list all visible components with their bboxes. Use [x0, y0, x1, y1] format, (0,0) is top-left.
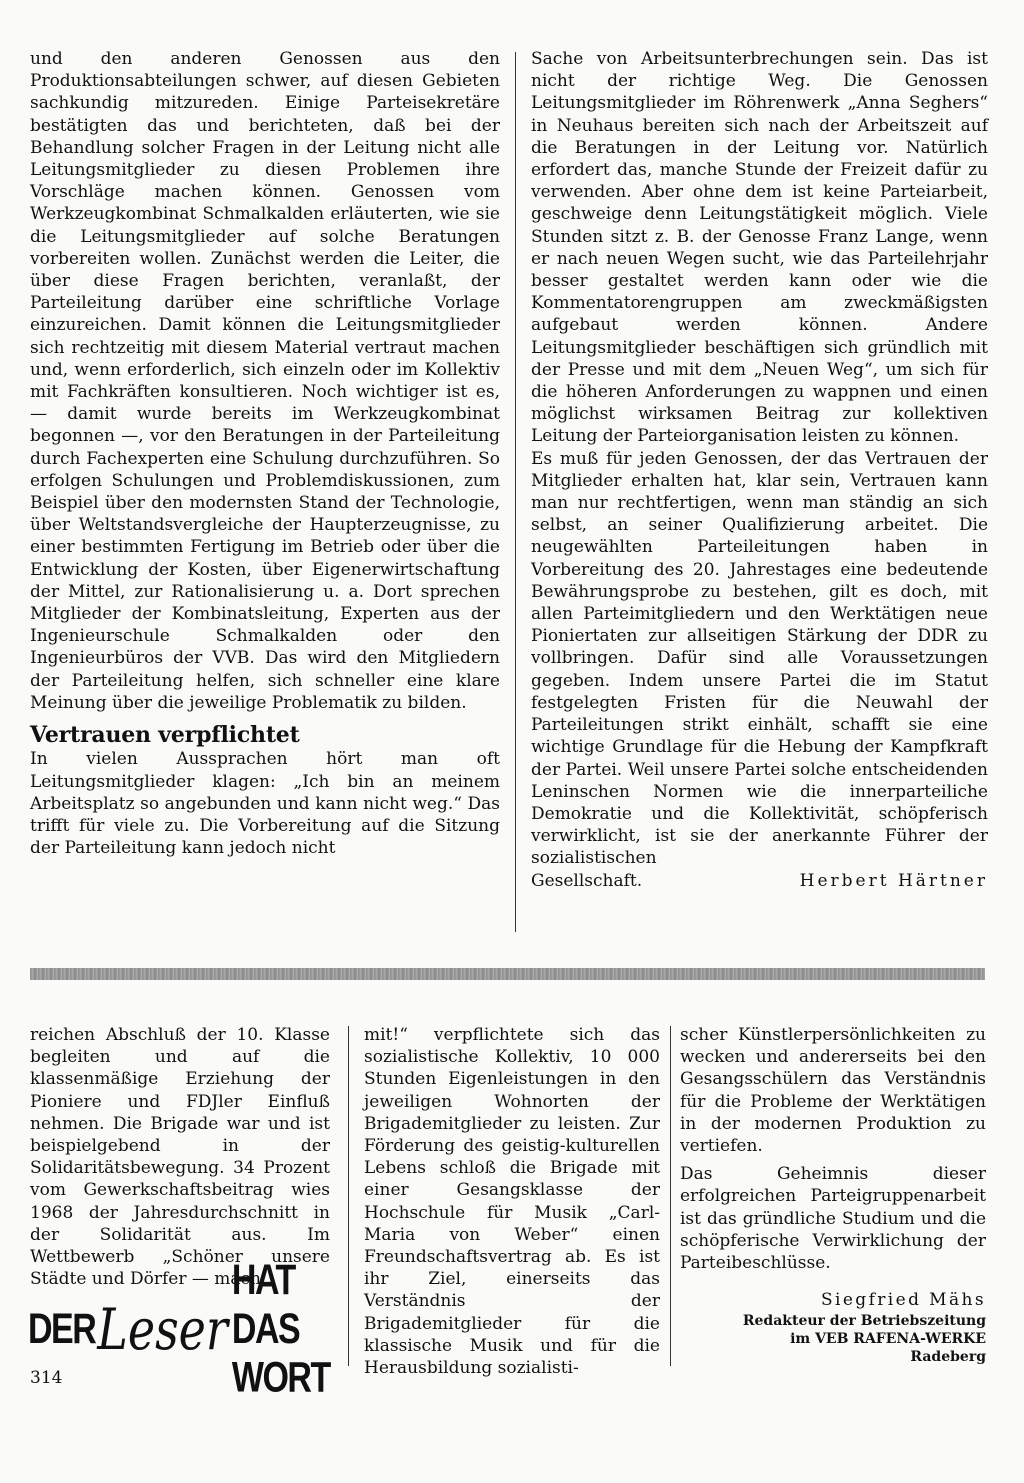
- author-company: im VEB RAFENA-WERKE: [790, 1331, 986, 1348]
- decorative-band: [30, 968, 985, 980]
- closing-word: Gesellschaft.: [531, 870, 643, 891]
- article-paragraph: In vielen Aussprachen hört man oft Leitungsmitglieder klagen: „Ich bin an meinem Arbeitsplatz so angebunden und kann nicht weg.“ Das trifft für viele zu. Die Vorbereitung auf die Sitzung der Parteileitung kann jedoch nicht: [30, 749, 500, 859]
- column-divider: [670, 1026, 671, 1366]
- article-paragraph: und den anderen Genossen aus den Produktionsabteilungen schwer, auf diesen Gebieten sachkundig mitzureden. Einige Parteisekretäre bestätigten das und berichteten, daß bei der Behandlung solcher Fragen in der Leitung nicht alle Leitungsmitglieder zu diesen Problemen ihre Vorschläge machen können. Genossen vom Werkzeugkombinat Schmalkalden erläuterten, wie sie die Leitungsmitglieder auf solche Beratungen vorbereiten wollen. Zunächst werden die Leiter, die über diese Fragen berichten, veranlaßt, der Parteileitung darüber eine schriftliche Vorlage einzureichen. Damit können die Leitungsmitglieder sich rechtzeitig mit diesem Material vertraut machen und, wenn erforderlich, sich einzeln oder im Kollektiv mit Fachkräften konsultieren. Noch wichtiger ist es, — damit wurde bereits im Werkzeugkombinat begonnen —, vor den Beratungen in der Parteileitung durch Fachexperten eine Schulung durchzuführen. So erfolgen Schulungen und Problemdiskussionen, zum Beispiel über den modernsten Stand der Technologie, über Weltstandsvergleiche der Haupterzeugnisse, zu einer bestimmten Fertigung im Betrieb oder über die Entwicklung der Kosten, über Eigenerwirtschaftung der Mittel, zur Rationalisierung u. a. Dort sprechen Mitglieder der Kombinatsleitung, Experten aus der Ingenieurschule Schmalkalden oder den Ingenieurbüros der VVB. Das wird den Mitgliedern der Parteileitung helfen, sich schneller eine klare Meinung über die jeweilige Problematik zu bilden.: [30, 49, 500, 713]
- letter-paragraph: reichen Abschluß der 10. Klasse begleiten und auf die klassenmäßige Erziehung der Pioniere und FDJler Einfluß nehmen. Die Brigade war und ist beispielgebend in der Solidaritätsbewegung. 34 Prozent vom Gewerkschaftsbeitrag wies 1968 der Jahresdurchschnitt in der Solidarität aus. Im Wettbewerb „Schöner unsere Städte und Dörfer — mach: [30, 1025, 330, 1290]
- top-left-column: [30, 48, 500, 859]
- author-credit: [680, 1288, 986, 1366]
- author-role: Redakteur der Betriebszeitung: [742, 1313, 986, 1330]
- letter-paragraph: mit!“ verpflichtete sich das sozialistische Kollektiv, 10 000 Stunden Eigenleistungen in den jeweiligen Wohnorten der Brigademitglieder zu leisten. Zur Förderung des geistig-kulturellen Lebens schloß die Brigade mit einer Gesangsklasse der Hochschule für Musik „Carl-Maria von Weber“ einen Freundschaftsvertrag ab. Es ist ihr Ziel, einerseits das Verständnis der Brigademitglieder für die klassische Musik und für die Herausbildung sozialisti-: [364, 1025, 660, 1379]
- page-number: 314: [30, 1368, 63, 1388]
- letter-author: Siegfried Mähs: [820, 1290, 986, 1311]
- article-paragraph: Es muß für jeden Genossen, der das Vertrauen der Mitglieder erhalten hat, klar sein, Vertrauen kann man nur rechtfertigen, wenn man ständig an sich selbst, an seiner Qualifizierung arbeitet. Die neugewählten Parteileitungen haben in Vorbereitung des 20. Jahrestages eine bedeutende Bewährungsprobe zu bestehen, gilt es doch, mit allen Parteimitgliedern und den Werktätigen neue Pioniertaten zur allseitigen Stärkung der DDR zu vollbringen. Dafür sind alle Voraussetzungen gegeben. Indem unsere Partei die im Statut festgelegten Fristen für die Neuwahl der Parteileitungen strikt einhält, schafft sie eine wichtige Grundlage für die Hebung der Kampfkraft der Partei. Weil unsere Partei solche entscheidenden Leninschen Normen wie die innerparteiliche Demokratie und die Kollektivität, schöpferisch verwirklicht, ist sie der anerkannte Führer der sozialistischen: [531, 448, 988, 869]
- bottom-column-1: [30, 1024, 330, 1290]
- article-paragraph: Sache von Arbeitsunterbrechungen sein. Das ist nicht der richtige Weg. Die Genossen Leitungsmitglieder im Röhrenwerk „Anna Seghers“ in Neuhaus bereiten sich nach der Arbeitszeit auf die Beratungen in der Leitung vor. Natürlich erfordert das, manche Stunde der Freizeit dafür zu verwenden. Aber ohne dem ist keine Parteiarbeit, geschweige denn Leitungstätigkeit möglich. Viele Stunden sitzt z. B. der Genosse Franz Lange, wenn er nach neuen Wegen sucht, wie das Parteilehrjahr besser gestaltet werden kann oder wie die Kommentatorengruppen am zweckmäßigsten aufgebaut werden können. Andere Leitungsmitglieder beschäftigen sich gründlich mit der Presse und mit dem „Neuen Weg“, um sich für die höheren Anforderungen zu wappnen und einen möglichst wirksamen Beitrag zur kollektiven Leitung der Parteiorganisation leisten zu können.: [531, 49, 988, 447]
- bottom-column-3: [680, 1024, 986, 1366]
- column-divider: [515, 52, 516, 932]
- bottom-column-2: [364, 1024, 660, 1379]
- logo-der: DER: [28, 1304, 96, 1353]
- article-author: Herbert Härtner: [799, 870, 988, 891]
- author-place: Radeberg: [910, 1349, 986, 1366]
- letter-paragraph: scher Künstlerpersönlichkeiten zu wecken und andererseits bei den Gesangsschülern das Verständnis für die Probleme der Werktätigen in der modernen Produktion zu vertiefen.: [680, 1025, 986, 1157]
- logo-hat-das-wort: HAT DAS WORT: [231, 1255, 330, 1401]
- top-right-column: [531, 48, 988, 892]
- section-heading: Vertrauen verpflichtet: [30, 722, 300, 749]
- signature-line: [531, 870, 988, 892]
- logo-leser: Leser: [97, 1295, 228, 1363]
- column-divider: [348, 1026, 349, 1366]
- letter-paragraph: Das Geheimnis dieser erfolgreichen Parteigruppenarbeit ist das gründliche Studium und die schöpferische Verwirklichung der Parteibeschlüsse.: [680, 1164, 986, 1274]
